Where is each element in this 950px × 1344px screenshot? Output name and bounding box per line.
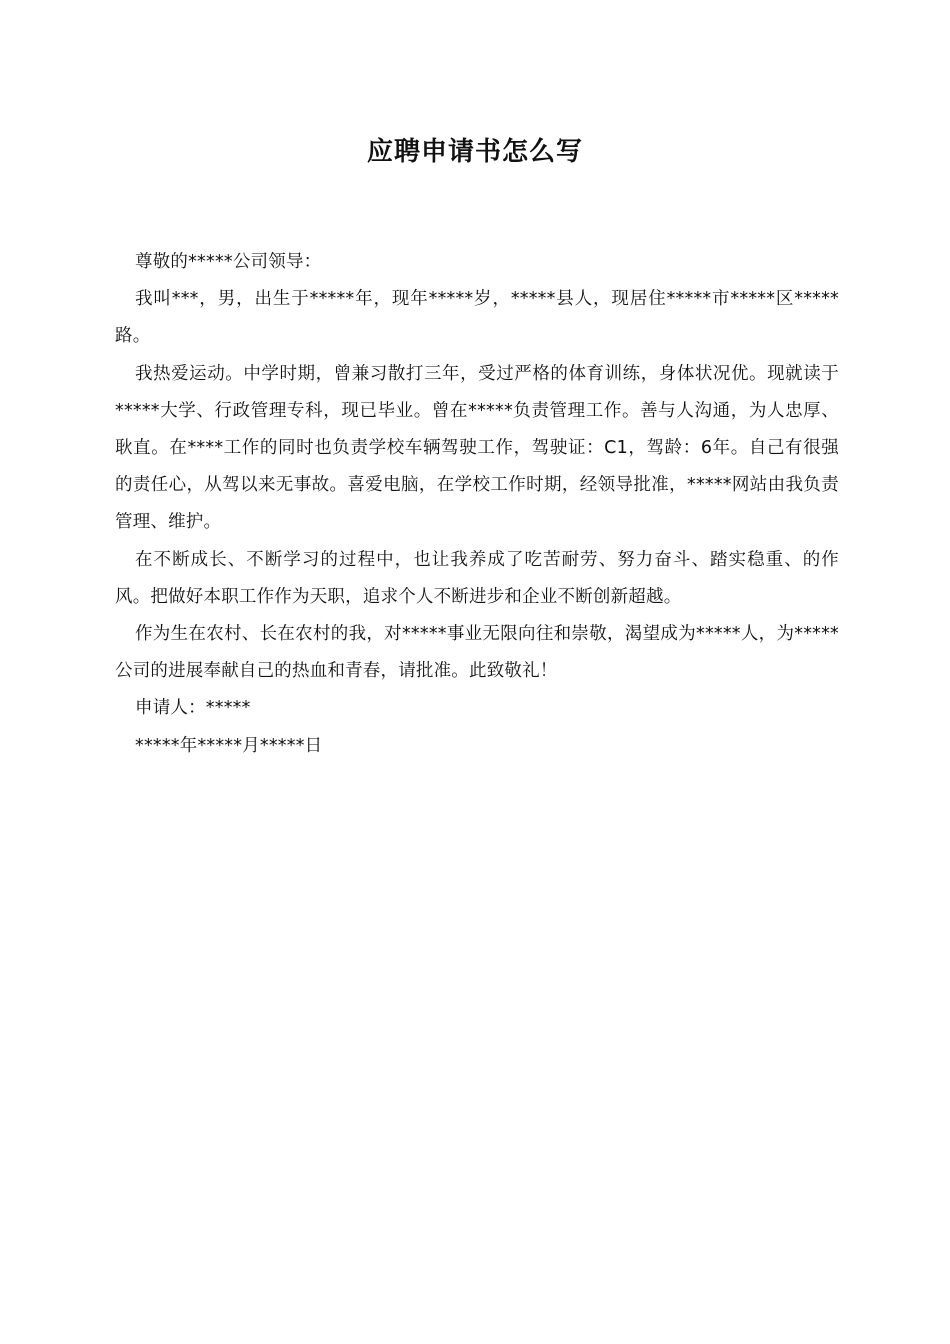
paragraph-character: 在不断成长、不断学习的过程中，也让我养成了吃苦耐劳、努力奋斗、踏实稳重、的作风。把做好本职工作作为天职，追求个人不断进步和企业不断创新超越。 — [115, 549, 839, 607]
document-body — [115, 244, 839, 765]
paragraph-closing: 作为生在农村、长在农村的我，对*****事业无限向往和崇敬，渴望成为*****人，为*****公司的进展奉献自己的热血和青春，请批准。此致敬礼！ — [115, 624, 839, 682]
paragraph-experience: 我热爱运动。中学时期，曾兼习散打三年，受过严格的体育训练，身体状况优。现就读于*****大学、行政管理专科，现已毕业。曾在*****负责管理工作。善与人沟通，为人忠厚、耿直。在****工作的同时也负责学校车辆驾驶工作，驾驶证：C1，驾龄：6年。自己有很强的责任心，从驾以来无事故。喜爱电脑，在学校工作时期，经领导批准，*****网站由我负责管理、维护。 — [115, 363, 839, 533]
paragraph-introduction: 我叫***，男，出生于*****年，现年*****岁，*****县人，现居住*****市*****区*****路。 — [115, 289, 839, 347]
application-date: *****年*****月*****日 — [135, 735, 323, 756]
salutation: 尊敬的*****公司领导： — [135, 252, 322, 272]
document-title: 应聘申请书怎么写 — [366, 137, 583, 167]
applicant-signature: 申请人：***** — [135, 698, 251, 719]
